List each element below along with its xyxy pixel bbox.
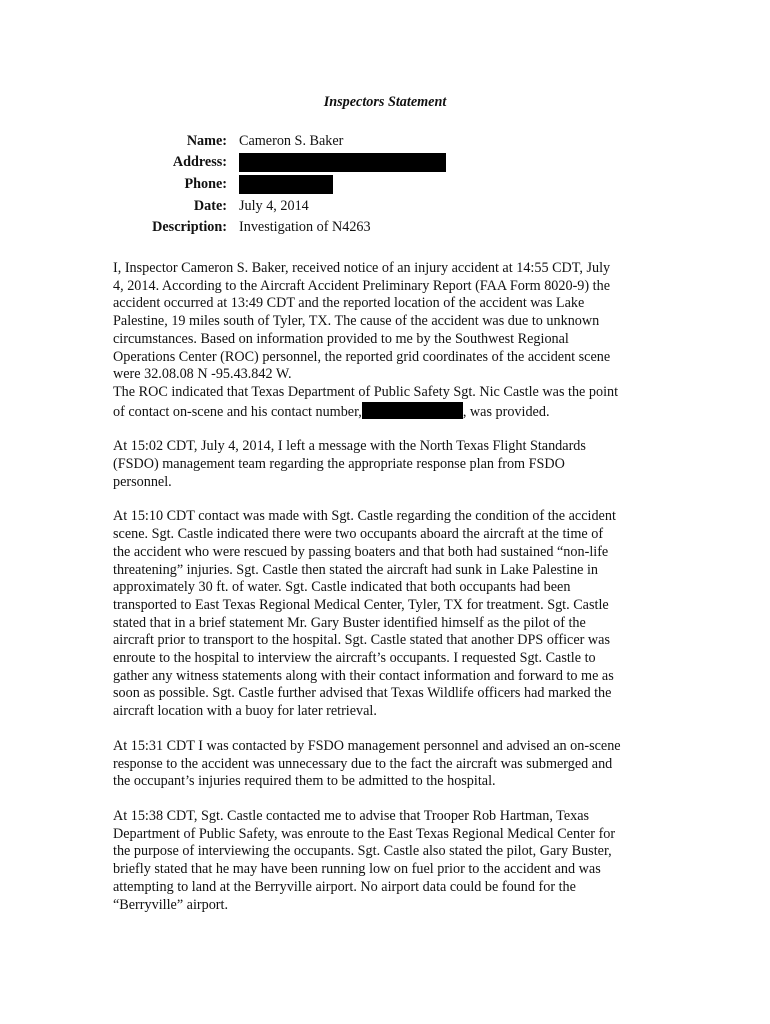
text-line: approximately 30 ft. of water. Sgt. Castle indicated that both occupants had been	[113, 579, 571, 596]
text-line: attempting to land at the Berryville airport. No airport data could be found for the	[113, 878, 576, 895]
text-line: At 15:10 CDT contact was made with Sgt. Castle regarding the condition of the accident	[113, 508, 616, 525]
paragraph-fsdo-response	[113, 738, 673, 791]
text-line: the accident who were rescued by passing boaters and that both had sustained “non-life	[113, 543, 609, 560]
text-line: Operations Center (ROC) personnel, the reported grid coordinates of the accident scene	[113, 348, 611, 365]
name-value: Cameron S. Baker	[239, 132, 344, 149]
name-label: Name:	[186, 132, 227, 149]
text-line: scene. Sgt. Castle indicated there were two occupants aboard the aircraft at the time of	[113, 526, 604, 543]
phone-label: Phone:	[184, 175, 227, 192]
text-line: At 15:02 CDT, July 4, 2014, I left a message with the North Texas Flight Standards	[113, 438, 586, 455]
text-line: personnel.	[113, 473, 172, 490]
text-line-with-redaction	[113, 402, 673, 422]
address-label: Address:	[172, 154, 227, 171]
text-line: I, Inspector Cameron S. Baker, received notice of an injury accident at 14:55 CDT, July	[113, 260, 611, 276]
text-line: the purpose of interviewing the occupants. Sgt. Castle also stated the pilot, Gary Buster,	[113, 843, 612, 860]
text-line: stated that in a brief statement Mr. Gary Buster identified himself as the pilot of the	[113, 614, 586, 631]
phone-field-row	[100, 173, 446, 195]
text-line: aircraft location with a buoy for later retrieval.	[113, 703, 377, 720]
text-line: transported to East Texas Regional Medical Center, Tyler, TX for treatment. Sgt. Castle	[113, 596, 609, 613]
name-field-row	[100, 130, 446, 152]
paragraph-fsdo-message	[113, 438, 673, 491]
text-line: response to the accident was unnecessary due to the fact the aircraft was submerged and	[113, 755, 613, 772]
text-line: enroute to the hospital to interview the aircraft’s occupants. I requested Sgt. Castle to	[113, 650, 596, 667]
text-line: gather any witness statements along with their contact information and forward to me as	[113, 667, 614, 684]
text-line: soon as possible. Sgt. Castle further advised that Texas Wildlife officers had marked the	[113, 685, 612, 702]
text-line: (FSDO) management team regarding the appropriate response plan from FSDO	[113, 456, 565, 473]
text-line: The ROC indicated that Texas Department of Public Safety Sgt. Nic Castle was the point	[113, 383, 619, 400]
text-line: aircraft prior to transport to the hospital. Sgt. Castle stated that another DPS officer was	[113, 632, 610, 649]
date-field-row	[100, 195, 446, 217]
description-value: Investigation of N4263	[239, 219, 371, 236]
text-line: 4, 2014. According to the Aircraft Accident Preliminary Report (FAA Form 8020-9) the	[113, 277, 610, 294]
address-field-row	[100, 152, 446, 174]
paragraph-notice	[113, 260, 673, 421]
text-line: circumstances. Based on information provided to me by the Southwest Regional	[113, 330, 569, 347]
paragraph-castle-contact	[113, 508, 673, 720]
description-field-row	[100, 216, 446, 238]
header-fields	[100, 130, 446, 238]
text-line: At 15:31 CDT I was contacted by FSDO management personnel and advised an on-scene	[113, 737, 621, 754]
text-line: “Berryville” airport.	[113, 896, 229, 913]
address-redaction-block	[239, 153, 446, 172]
date-label: Date:	[193, 197, 227, 214]
contact-number-redaction-block	[362, 402, 463, 419]
text-line: briefly stated that he may have been running low on fuel prior to the accident and was	[113, 861, 601, 878]
text-line: threatening” injuries. Sgt. Castle then stated the aircraft had sunk in Lake Palestine in	[113, 561, 598, 578]
text-line: accident occurred at 13:49 CDT and the reported location of the accident was Lake	[113, 295, 585, 312]
text-after-redaction: , was provided.	[462, 403, 550, 420]
statement-body	[113, 260, 673, 931]
date-value: July 4, 2014	[239, 197, 309, 214]
address-value	[239, 153, 446, 172]
text-line: the occupant’s injuries required them to be admitted to the hospital.	[113, 773, 496, 790]
document-title: Inspectors Statement	[323, 94, 447, 110]
phone-value	[239, 174, 333, 193]
text-line: Department of Public Safety, was enroute to the East Texas Regional Medical Center for	[113, 825, 616, 842]
text-line: Palestine, 19 miles south of Tyler, TX. The cause of the accident was due to unknown	[113, 313, 600, 330]
text-before-redaction: of contact on-scene and his contact number,	[113, 403, 362, 420]
text-line: At 15:38 CDT, Sgt. Castle contacted me to advise that Trooper Rob Hartman, Texas	[113, 807, 590, 824]
paragraph-trooper-update	[113, 808, 673, 914]
phone-redaction-block	[239, 175, 333, 194]
text-line: were 32.08.08 N -95.43.842 W.	[113, 366, 292, 383]
description-label: Description:	[152, 219, 227, 236]
